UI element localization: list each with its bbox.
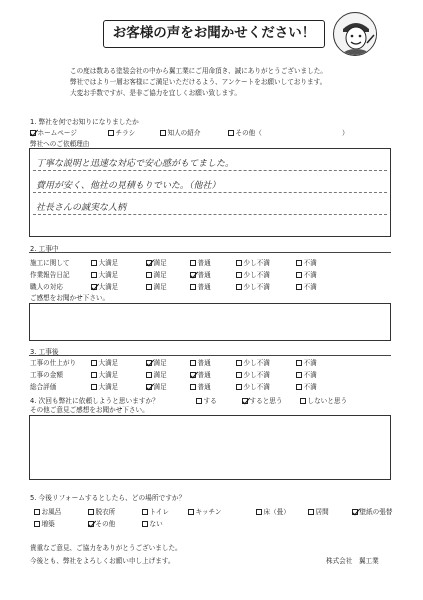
q5-option[interactable]: トイレ xyxy=(142,506,169,516)
checkbox[interactable] xyxy=(296,384,302,390)
checkbox[interactable] xyxy=(91,372,97,378)
checkbox[interactable] xyxy=(236,272,242,278)
q5-option[interactable]: 増築 xyxy=(34,518,55,528)
q5-option[interactable]: お風呂 xyxy=(34,506,61,516)
checkbox[interactable] xyxy=(34,509,40,515)
q2-row-label: 施工に関して xyxy=(30,259,70,267)
rating-option[interactable]: 少し不満 xyxy=(236,257,270,267)
q4-option[interactable]: する xyxy=(196,395,217,405)
rating-option[interactable]: 普通 xyxy=(190,281,211,291)
q2-row-label: 職人の対応 xyxy=(30,283,63,291)
rating-option[interactable]: 不満 xyxy=(296,257,317,267)
checkbox[interactable] xyxy=(236,372,242,378)
intro-line-2: 弊社ではより一層お客様にご満足いただけるよう、アンケートをお願いしております。 xyxy=(70,78,327,86)
q1-other-close: ） xyxy=(342,129,349,137)
checkbox[interactable] xyxy=(146,372,152,378)
checkbox[interactable] xyxy=(190,284,196,290)
rating-option[interactable]: 満足 xyxy=(146,369,167,379)
q4-label: 4. 次回も弊社に依頼しようと思いますか？ xyxy=(30,397,159,405)
checkbox[interactable] xyxy=(190,260,196,266)
worker-face-icon xyxy=(334,13,377,56)
checkbox[interactable] xyxy=(236,360,242,366)
checkbox[interactable] xyxy=(300,398,306,404)
rating-option[interactable]: 少し不満 xyxy=(236,269,270,279)
q5-option[interactable]: 脱衣所 xyxy=(88,506,115,516)
rating-option[interactable]: 普通 xyxy=(190,357,211,367)
checkbox[interactable] xyxy=(236,260,242,266)
reason-answer-1: 丁寧な説明と迅速な対応で安心感がもてました。 xyxy=(36,159,235,169)
q4-comment-box[interactable] xyxy=(29,415,391,480)
q5-option[interactable]: キッチン xyxy=(188,506,221,516)
intro-line-1: この度は数ある塗装会社の中から翼工業にご用命頂き、誠にありがとうございました。 xyxy=(70,67,327,75)
checkbox[interactable] xyxy=(296,372,302,378)
checkbox[interactable] xyxy=(88,509,94,515)
rating-option[interactable]: 大満足 xyxy=(91,381,118,391)
checkbox[interactable] xyxy=(91,260,97,266)
q5-label: 5. 今後リフォームするとしたら、どの場所ですか？ xyxy=(30,494,186,502)
checkbox[interactable] xyxy=(190,360,196,366)
q3-label: 3. 工事後 xyxy=(30,348,59,356)
q1-option-flyer[interactable]: チラシ xyxy=(108,127,135,137)
rule-line xyxy=(33,170,387,171)
checkbox[interactable] xyxy=(296,360,302,366)
rating-option[interactable]: 大満足 xyxy=(91,257,118,267)
checkbox[interactable] xyxy=(296,272,302,278)
rating-option[interactable]: 満足 xyxy=(146,281,167,291)
checkbox[interactable] xyxy=(228,130,234,136)
q4-option[interactable]: しないと思う xyxy=(300,395,347,405)
q1-label: 1. 弊社を何でお知りになりましたか xyxy=(30,118,139,126)
checkbox[interactable] xyxy=(308,509,314,515)
rating-option[interactable]: 満足 xyxy=(146,357,167,367)
rating-option[interactable]: 不満 xyxy=(296,269,317,279)
q2-label: 2. 工事中 xyxy=(30,245,59,253)
checkbox[interactable] xyxy=(142,509,148,515)
rule-line xyxy=(33,214,387,215)
q3-row-label: 工事の仕上がり xyxy=(30,359,77,367)
rule-line xyxy=(33,192,387,193)
q1-option-referral[interactable]: 知人の紹介 xyxy=(160,127,200,137)
checkbox[interactable] xyxy=(160,130,166,136)
q2-comment-label: ご感想をお聞かせ下さい。 xyxy=(30,294,110,302)
q4-option[interactable]: すると思う xyxy=(242,395,282,405)
checkbox[interactable] xyxy=(256,509,262,515)
page-title: お客様の声をお聞かせください！ xyxy=(103,20,325,48)
rating-option[interactable]: 大満足 xyxy=(91,269,118,279)
q1-option-other[interactable]: その他（ xyxy=(228,127,262,137)
rating-option[interactable]: 普通 xyxy=(190,257,211,267)
q5-option[interactable]: 壁紙の張替 xyxy=(352,506,392,516)
rating-option[interactable]: 大満足 xyxy=(91,357,118,367)
reason-answer-2: 費用が安く、他社の見積もりでいた。（他社） xyxy=(36,181,221,191)
section-divider xyxy=(29,252,391,253)
checkbox[interactable] xyxy=(91,284,97,290)
reason-label: 弊社へのご依頼理由 xyxy=(30,140,90,148)
footer-thanks-1: 貴重なご意見、ご協力をありがとうございました。 xyxy=(30,544,182,552)
rating-option[interactable]: 普通 xyxy=(190,381,211,391)
checkbox[interactable] xyxy=(352,509,358,515)
checkbox[interactable] xyxy=(91,272,97,278)
q5-option[interactable]: 床（畳） xyxy=(256,506,290,516)
checkbox[interactable] xyxy=(236,384,242,390)
checkbox[interactable] xyxy=(296,284,302,290)
checkbox[interactable] xyxy=(146,260,152,266)
rating-option[interactable]: 満足 xyxy=(146,269,167,279)
q2-comment-box[interactable] xyxy=(29,303,391,341)
checkbox[interactable] xyxy=(242,398,248,404)
checkbox[interactable] xyxy=(236,284,242,290)
staff-avatar xyxy=(333,12,377,56)
reason-answer-3: 社長さんの誠実な人柄 xyxy=(36,203,127,213)
checkbox[interactable] xyxy=(108,130,114,136)
q1-option-homepage[interactable]: ホームページ xyxy=(30,127,77,137)
rating-option[interactable]: 少し不満 xyxy=(236,357,270,367)
rating-option[interactable]: 不満 xyxy=(296,369,317,379)
checkbox[interactable] xyxy=(146,272,152,278)
checkbox[interactable] xyxy=(190,372,196,378)
q4-comment-label: その他ご意見ご感想をお聞かせ下さい。 xyxy=(30,406,149,414)
q3-row-label: 総合評価 xyxy=(30,383,57,391)
q5-option[interactable]: ない xyxy=(142,518,163,528)
rating-option[interactable]: 少し不満 xyxy=(236,369,270,379)
rating-option[interactable]: 普通 xyxy=(190,269,211,279)
checkbox[interactable] xyxy=(190,384,196,390)
q2-row-label: 作業報告日記 xyxy=(30,271,70,279)
rating-option[interactable]: 不満 xyxy=(296,281,317,291)
rating-option[interactable]: 少し不満 xyxy=(236,281,270,291)
checkbox[interactable] xyxy=(91,384,97,390)
checkbox[interactable] xyxy=(190,272,196,278)
rating-option[interactable]: 満足 xyxy=(146,381,167,391)
rating-option[interactable]: 不満 xyxy=(296,381,317,391)
checkbox[interactable] xyxy=(196,398,202,404)
checkbox[interactable] xyxy=(146,384,152,390)
q3-row-label: 工事の金額 xyxy=(30,371,63,379)
checkbox[interactable] xyxy=(146,284,152,290)
rating-option[interactable]: 大満足 xyxy=(91,281,118,291)
intro-line-3: 大変お手数ですが、是非ご協力を宜しくお願い致します。 xyxy=(70,89,241,97)
checkbox[interactable] xyxy=(142,521,148,527)
rating-option[interactable]: 満足 xyxy=(146,257,167,267)
company-name: 株式会社 翼工業 xyxy=(326,557,379,565)
q5-option[interactable]: 居間 xyxy=(308,506,329,516)
q5-option[interactable]: その他 xyxy=(88,518,115,528)
checkbox[interactable] xyxy=(88,521,94,527)
rating-option[interactable]: 不満 xyxy=(296,357,317,367)
footer-thanks-2: 今後とも、弊社をよろしくお願い申し上げます。 xyxy=(30,557,175,565)
rating-option[interactable]: 少し不満 xyxy=(236,381,270,391)
section-divider xyxy=(29,355,391,356)
checkbox[interactable] xyxy=(30,130,36,136)
rating-option[interactable]: 大満足 xyxy=(91,369,118,379)
checkbox[interactable] xyxy=(34,521,40,527)
checkbox[interactable] xyxy=(146,360,152,366)
checkbox[interactable] xyxy=(91,360,97,366)
checkbox[interactable] xyxy=(188,509,194,515)
rating-option[interactable]: 普通 xyxy=(190,369,211,379)
checkbox[interactable] xyxy=(296,260,302,266)
